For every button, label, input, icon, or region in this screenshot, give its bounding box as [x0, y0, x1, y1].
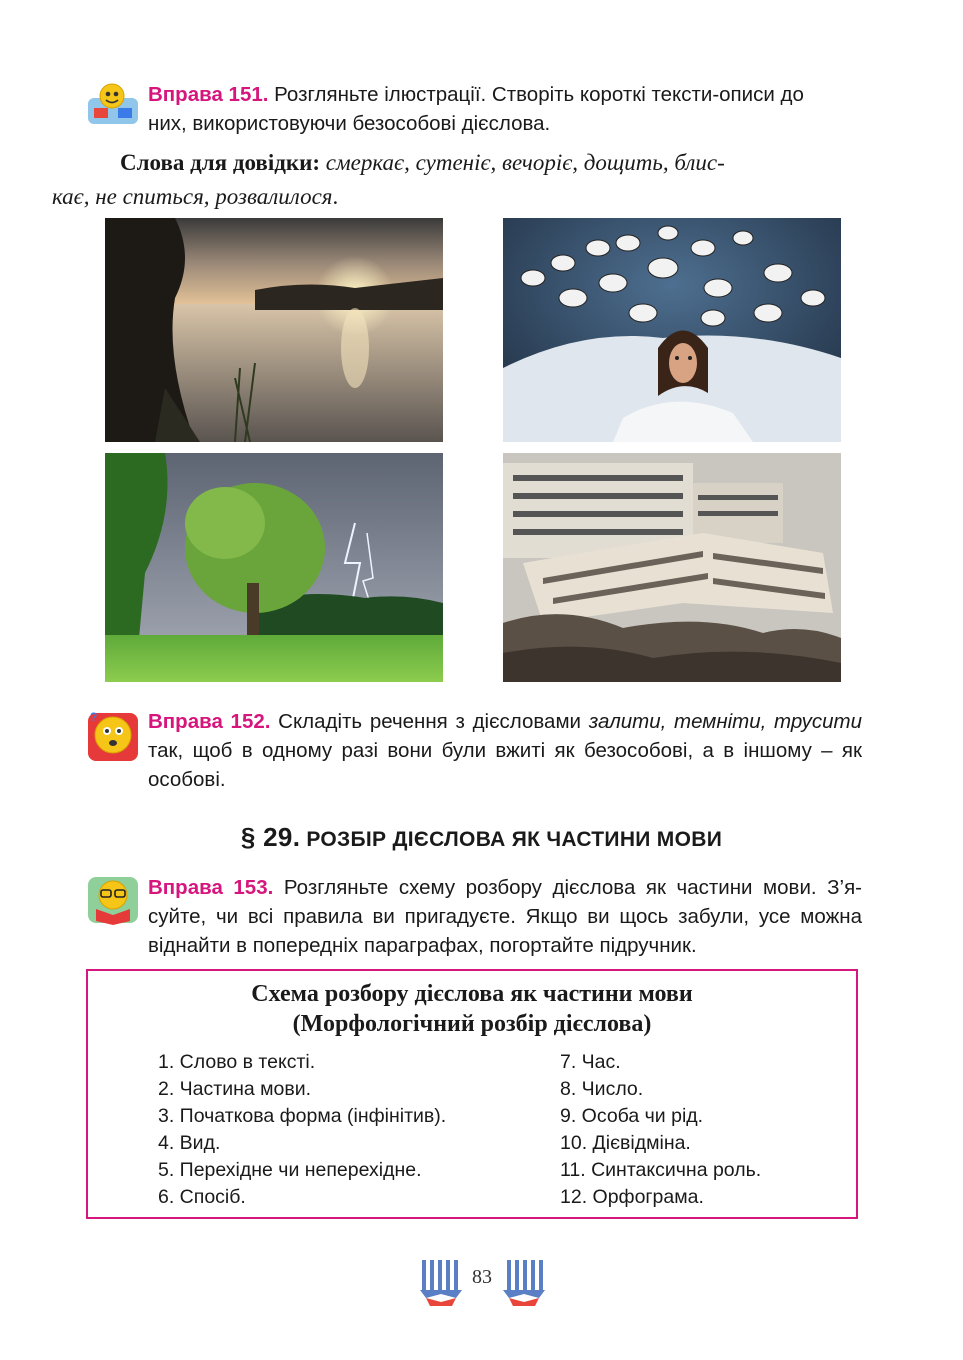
scheme-item: 10. Дієвідміна. — [560, 1132, 691, 1154]
exercise-151-line2: них, використовуючи безособові дієслова. — [148, 112, 551, 135]
collapsed-building-photo — [503, 453, 841, 682]
morphology-scheme-box — [86, 969, 858, 1219]
scheme-item: 8. Число. — [560, 1078, 644, 1100]
scheme-item: 6. Спосіб. — [158, 1186, 246, 1208]
exercise-152-text2: так, щоб в одному разі вони були вжиті як безособові, а в іншому – як особові. — [148, 739, 862, 791]
scheme-title-line2: (Морфологічний розбір дієслова) — [292, 1011, 652, 1037]
scheme-right-column — [560, 1049, 761, 1211]
scheme-item: 2. Частина мови. — [158, 1078, 312, 1100]
reference-words — [52, 146, 862, 214]
sleepless-woman-sheep-photo — [503, 218, 841, 442]
exercise-152-text — [148, 707, 862, 794]
scheme-item: 1. Слово в тексті. — [158, 1051, 316, 1073]
scheme-item: 5. Перехідне чи неперехідне. — [158, 1159, 422, 1181]
scheme-item: 3. Початкова форма (інфінітив). — [158, 1105, 447, 1127]
scheme-left-column — [158, 1049, 446, 1211]
exercise-152-label: Вправа 152. — [148, 710, 271, 733]
scheme-item: 12. Орфограма. — [560, 1186, 704, 1208]
scheme-title — [88, 979, 856, 1039]
exercise-151-label: Вправа 151. — [148, 83, 269, 106]
right-ornament-icon — [501, 1256, 547, 1311]
reference-end: . — [332, 184, 339, 209]
reference-words-line1: смеркає, сутеніє, вечоріє, дощить, блис- — [320, 150, 725, 175]
sunset-lake-photo — [105, 218, 443, 442]
storm-lightning-photo — [105, 453, 443, 682]
section-number: § 29. — [240, 822, 301, 852]
exercise-153-text — [148, 873, 862, 960]
scheme-item: 11. Синтаксична роль. — [560, 1159, 762, 1181]
section-heading — [0, 822, 963, 853]
exercise-152-icon — [86, 707, 140, 753]
reference-words-line2: кає, не спиться, розвалилося — [52, 184, 333, 209]
exercise-152-text1: Складіть речення з дієсловами — [270, 710, 589, 733]
scheme-title-line1: Схема розбору дієслова як частини мови — [251, 981, 693, 1007]
exercise-151-text — [148, 80, 862, 138]
section-title: РОЗБІР ДІЄСЛОВА ЯК ЧАСТИНИ МОВИ — [300, 828, 723, 851]
scheme-item: 4. Вид. — [158, 1132, 221, 1154]
page-number: 83 — [472, 1266, 492, 1288]
left-ornament-icon — [418, 1256, 464, 1311]
exercise-152-verbs: залити, темніти, трусити — [588, 710, 862, 733]
exercise-151-line1: Розгляньте ілюстрації. Створіть короткі тексти-описи до — [268, 83, 804, 106]
exercise-153-label: Вправа 153. — [148, 876, 274, 899]
exercise-153-icon — [86, 873, 140, 919]
reference-label: Слова для довідки: — [120, 150, 321, 175]
scheme-item: 7. Час. — [560, 1051, 621, 1073]
exercise-151-icon — [86, 80, 140, 126]
scheme-item: 9. Особа чи рід. — [560, 1105, 704, 1127]
exercise-153-body: Розгляньте схему розбору дієслова як частини мови. З’я-суйте, чи всі правила ви пригадуєте. Якщо ви щось забули, усе можна віднайти в попередніх параграфах, погортайте підручник. — [148, 876, 863, 957]
svg-text:?: ? — [90, 710, 98, 724]
